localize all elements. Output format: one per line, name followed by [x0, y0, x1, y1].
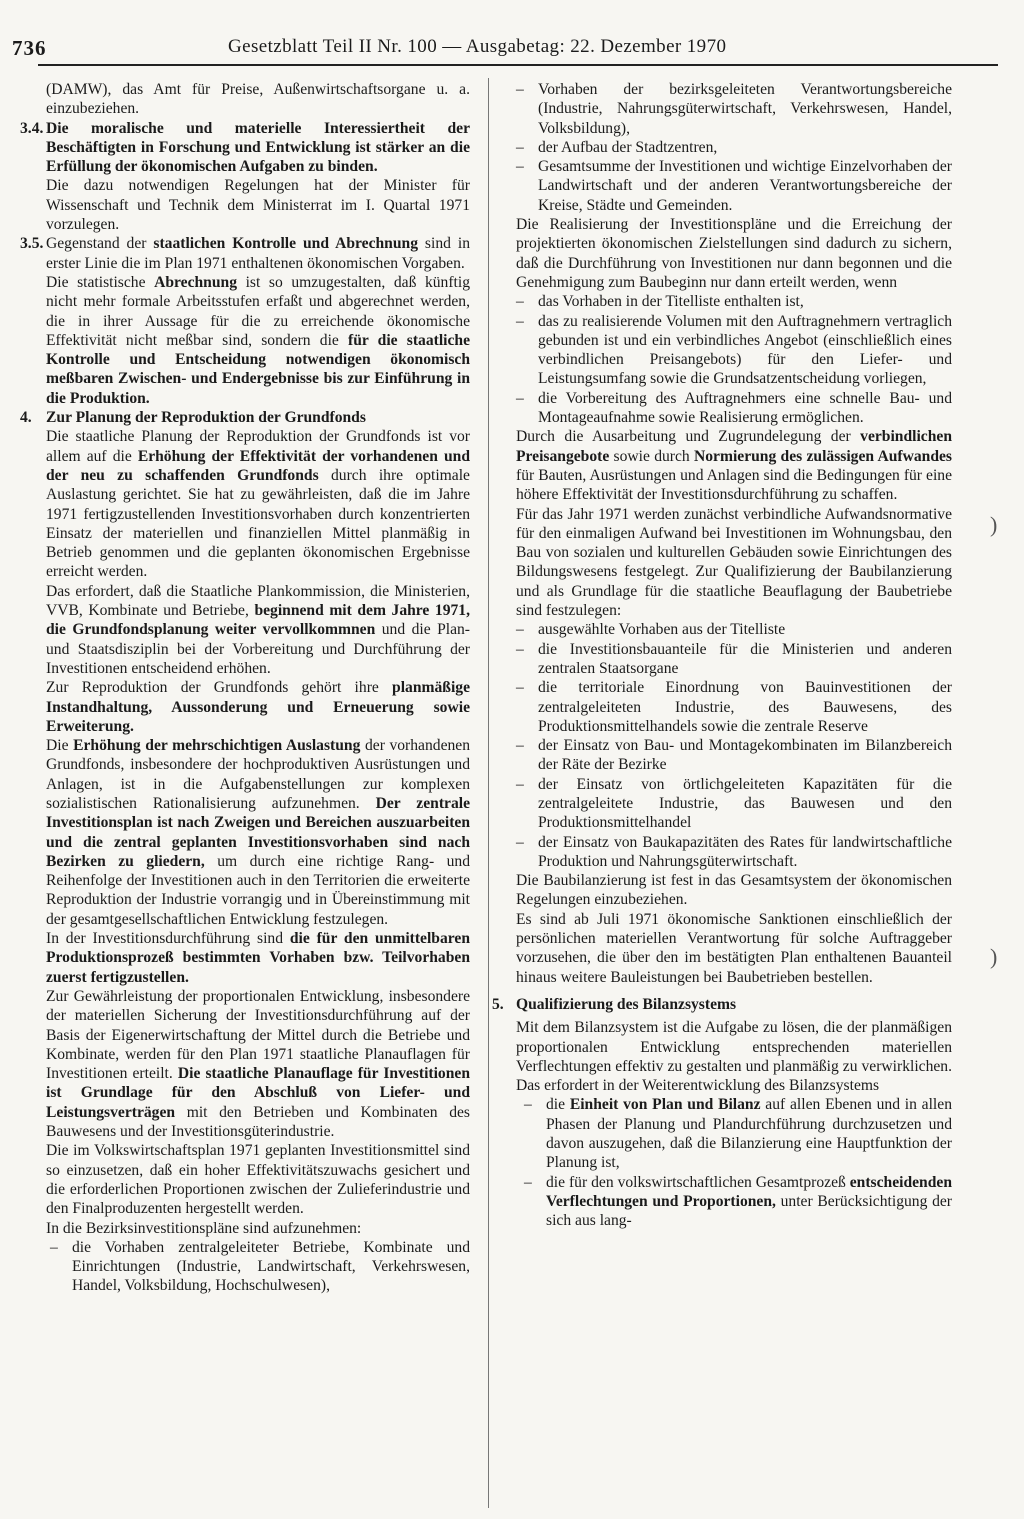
- bold-text: die für den unmittelbaren Produktionsprozeß bestimmten Vorhaben bzw. Teilvorhaben zuerst fertigzustellen.: [46, 930, 470, 986]
- header-rule: [38, 64, 998, 66]
- list-item-text: ausgewählte Vorhaben aus der Titelliste: [538, 621, 786, 639]
- bold-text: entscheidenden Verflechtungen und Proportionen,: [546, 1173, 952, 1210]
- text: sind in erster Linie die im Plan 1971 enthaltenen ökonomischen Vorgaben.: [46, 235, 470, 272]
- list-item: [512, 1095, 952, 1172]
- paragraph: In die Bezirksinvestitionspläne sind aufzunehmen:: [46, 1219, 362, 1237]
- list-item-text: Vorhaben der bezirksgeleiteten Verantwortungsbereiche (Industrie, Nahrungsgüterwirtschaft, Verkehrswesen, Handel, Volksbildung),: [538, 81, 952, 137]
- paragraph: (DAMW), das Amt für Preise, Außenwirtschaftsorgane u. a. einzubeziehen.: [46, 81, 470, 118]
- list-item-text: der Einsatz von örtlichgeleiteten Kapazitäten für die zentralgeleitete Industrie, das Bauwesen und den Produktionsmittelhandel: [538, 775, 952, 832]
- text: unter Berücksichtigung der sich aus lang-: [546, 1192, 952, 1230]
- list-item: [512, 775, 952, 833]
- text: um durch eine richtige Rang- und Reihenfolge der Investitionen auch in den Territorien die erweiterte Reproduktion der Industrie vorrangig und in Übereinstimmung mit der gesamtgesellschaftlichen Entwicklung festzulegen.: [46, 852, 471, 928]
- paragraph: Die Realisierung der Investitionspläne und die Erreichung der projektierten ökonomischen Zielstellungen sind dadurch zu sichern, daß die Durchführung von Investitionen nur dann begonnen und die Genehmigung zum Baubeginn nur dann erteilt werden, wenn: [516, 216, 952, 291]
- list-item: [512, 678, 952, 736]
- list-item: [512, 833, 952, 872]
- bold-text: Normierung des zulässigen Aufwandes: [693, 447, 952, 465]
- text: Gegenstand der: [46, 235, 154, 253]
- dash-bullet: –: [524, 1096, 532, 1114]
- paragraph: Die dazu notwendigen Regelungen hat der Minister für Wissenschaft und Technik dem Ministerrat im I. Quartal 1971 vorzulegen.: [46, 177, 470, 234]
- dash-bullet: –: [516, 621, 524, 639]
- paragraph: Mit dem Bilanzsystem ist die Aufgabe zu lösen, die der planmäßigen proportionalen Entwicklung entsprechenden materiellen Verflechtungen effektiv zu gestalten und planmäßig zu verwirklichen. Das erfordert in der Weiterentwicklung des Bilanzsystems: [516, 1019, 952, 1095]
- list-item: [512, 389, 952, 428]
- paragraph: Die im Volkswirtschaftsplan 1971 geplanten Investitionsmittel sind so einzusetzen, daß ein hoher Effektivitätszuwachs gesichert und die erforderlichen Proportionen zwischen der Zulieferindustrie und den Finalproduzenten hergestellt werden.: [46, 1142, 470, 1218]
- list-item: [512, 138, 952, 157]
- text: Die: [46, 737, 74, 755]
- list-item: [512, 157, 952, 215]
- section-number: 5.: [492, 995, 504, 1013]
- bold-text: Erhöhung der mehrschichtigen Auslastung: [73, 737, 361, 755]
- dash-bullet: –: [516, 775, 524, 793]
- bold-text: Einheit von Plan und Bilanz: [569, 1096, 761, 1114]
- list-item: [512, 640, 952, 679]
- dash-bullet: –: [516, 138, 524, 156]
- section-4: [20, 408, 470, 1238]
- text: Die staatliche Planung der Reproduktion der Grundfonds ist vor allem auf die: [46, 428, 470, 465]
- list-item-text: der Einsatz von Baukapazitäten des Rates für landwirtschaftliche Produktion und Nahrungsgüterwirtschaft.: [538, 833, 952, 870]
- text: für Bauten, Ausrüstungen und Anlagen sind die Bedingungen für eine höhere Effektivität der Investitionsdurchführung zu schaffen.: [516, 466, 952, 504]
- bold-text: Erhöhung der Effektivität der vorhandenen und der neu zu schaffenden Grundfonds: [46, 447, 470, 484]
- dash-bullet: –: [516, 81, 524, 98]
- text: durch ihre optimale Auslastung gerichtet. Sie hat zu gewährleisten, daß die im Jahre 1971 fertigzustellenden Investitionsvorhaben durch konzentrierten Einsatz der materiellen und finanziellen Mittel planmäßig in Betrieb genommen und die geplanten ökonomischen Ergebnisse erreicht werden.: [46, 466, 470, 581]
- list-item-text: der Einsatz von Bau- und Montagekombinaten im Bilanzbereich der Räte der Bezirke: [538, 737, 952, 774]
- paragraph: [512, 427, 952, 504]
- bold-text: staatlichen Kontrolle und Abrechnung: [153, 235, 418, 253]
- list-item: [512, 736, 952, 775]
- section-number: 3.5.: [20, 235, 44, 253]
- section-title: Qualifizierung des Bilanzsystems: [516, 995, 737, 1013]
- bold-text: Der zentrale Investitionsplan ist nach Zweigen und Bereichen auszuarbeiten und die zentral geplanten Investitionsvorhaben sind nach Bezirken zu gliedern,: [46, 794, 470, 870]
- list-item: [512, 312, 952, 389]
- bold-text: für die staatliche Kontrolle und Entscheidung notwendigen ökonomisch meßbaren Zwischen- und Endergebnisse bis zur Einführung in die Produktion.: [46, 331, 470, 407]
- text: und die Plan- und Staatsdisziplin bei der Vorbereitung und Durchführung der Investitionen entscheidend erhöhen.: [46, 621, 470, 677]
- text: Durch die Ausarbeitung und Zugrundelegung der: [516, 428, 861, 446]
- bold-text: planmäßige Instandhaltung, Aussonderung und Erneuerung sowie Erweiterung.: [46, 679, 470, 735]
- section-5: [492, 995, 952, 1095]
- section-title: Zur Planung der Reproduktion der Grundfonds: [46, 409, 366, 427]
- section-3-5: [20, 234, 470, 408]
- list-item: [512, 620, 952, 639]
- list-item-text: die Vorhaben zentralgeleiteter Betriebe, Kombinate und Einrichtungen (Industrie, Landwirtschaft, Verkehrswesen, Handel, Volksbildung, Hochschulwesen),: [72, 1238, 470, 1295]
- section-lead: Die moralische und materielle Interessiertheit der Beschäftigten in Forschung und Entwicklung ist stärker an die Erfüllung der ökonomischen Aufgaben zu binden.: [46, 119, 470, 176]
- text: auf allen Ebenen und in allen Phasen der Planung und Plandurchführung durchzusetzen und davon auszugehen, daß die Bilanzierung eine Hauptfunktion der Planung ist,: [546, 1096, 952, 1172]
- list-item-text: das Vorhaben in der Titelliste enthalten ist,: [538, 293, 804, 311]
- page-number: 736: [12, 36, 47, 60]
- paragraph: Für das Jahr 1971 werden zunächst verbindliche Aufwandsnormative für den einmaligen Aufwand bei Investitionen im Wohnungsbau, den Bau von sozialen und kulturellen Gebäuden sowie Einrichtungen des Bildungswesens festgelegt. Zur Qualifizierung der Baubilanzierung und als Grundlage für die staatliche Beauflagung der Baubetriebe sind festzulegen:: [516, 505, 952, 620]
- dash-bullet: –: [516, 737, 524, 755]
- list-item-text: Gesamtsumme der Investitionen und wichtige Einzelvorhaben der Landwirtschaft und der anderen Verantwortungsbereiche der Kreise, Städte und Gemeinden.: [538, 158, 952, 214]
- text: In der Investitionsdurchführung sind: [46, 930, 290, 948]
- list-item: [512, 80, 952, 138]
- list-item-text: die Vorbereitung des Auftragnehmers eine schnelle Bau- und Montageaufnahme sowie Realisierung ermöglichen.: [538, 389, 952, 427]
- punch-hole-mark: ): [990, 944, 998, 969]
- text: sowie durch: [609, 447, 694, 465]
- dash-bullet: –: [516, 312, 524, 330]
- page-header: [0, 34, 1024, 64]
- text: ist so umzugestalten, daß künftig nicht mehr formale Arbeitsstufen erfaßt und abgerechnet werden, die in ihrer Aussage für die zu erreichende ökonomische Effektivität nicht meßbar sind, sondern die: [46, 273, 470, 349]
- section-number: 3.4.: [20, 119, 44, 137]
- punch-hole-mark: ): [990, 512, 998, 537]
- dash-bullet: –: [516, 833, 524, 851]
- text: mit den Betrieben und Kombinaten des Bauwesens und der Investitionsgüterindustrie.: [46, 1103, 470, 1141]
- text: Zur Reproduktion der Grundfonds gehört ihre: [46, 679, 393, 697]
- dash-bullet: –: [50, 1238, 58, 1256]
- list-item: [512, 292, 952, 311]
- running-title: Gesetzblatt Teil II Nr. 100 — Ausgabetag: 22. Dezember 1970: [228, 36, 727, 57]
- text: Zur Gewährleistung der proportionalen Entwicklung, insbesondere der materiellen Sicherung der Investitionsdurchführung auf der Basis der Eigenerwirtschaftung der Mittel durch die Betriebe und Kombinate, werden für den Plan 1971 staatliche Planauflagen für Investitionen erteilt.: [46, 987, 470, 1083]
- text: die für den volkswirtschaftlichen Gesamtprozeß: [546, 1173, 850, 1191]
- bold-text: Die staatliche Planauflage für Investitionen ist Grundlage für den Abschluß von Liefer- und Leistungsverträgen: [46, 1065, 470, 1121]
- bold-text: beginnend mit dem Jahre 1971, die Grundfondsplanung weiter vervollkommnen: [46, 602, 470, 639]
- dash-bullet: –: [516, 158, 524, 176]
- text: Die statistische: [46, 273, 155, 291]
- dash-bullet: –: [516, 679, 524, 697]
- section-3-4: [20, 119, 470, 235]
- list-item-text: die territoriale Einordnung von Bauinvestitionen der zentralgeleiteten Industrie, des Bauwesens, des Produktionsmittelhandels sowie die zentrale Reserve: [538, 679, 952, 735]
- paragraph: Es sind ab Juli 1971 ökonomische Sanktionen einschließlich der persönlichen materiellen Verantwortung für solche Auftraggeber vorzusehen, die über den im bestätigten Plan enthaltenen Bauanteil hinaus weitere Bauleistungen bei Baubetrieben bestellen.: [516, 910, 952, 986]
- list-item-text: das zu realisierende Volumen mit den Auftragnehmern vertraglich gebunden ist und ein verbindliches Angebot (einschließlich eines verbindlichen Preisangebots) für den Liefer- und Leistungsumfang sowie die Grundsatzentscheidung vorliegen,: [538, 312, 952, 388]
- text: der vorhandenen Grundfonds, insbesondere der hochproduktiven Ausrüstungen und Anlagen, ist in die Aufgabenstellungen zur komplexen sozialistischen Rationalisierung aufzunehmen.: [46, 737, 471, 812]
- paragraph: Die Baubilanzierung ist fest in das Gesamtsystem der ökonomischen Regelungen einzubeziehen.: [516, 872, 952, 909]
- dash-bullet: –: [516, 389, 524, 407]
- dash-bullet: –: [516, 293, 524, 311]
- text: die: [546, 1096, 570, 1114]
- section-number: 4.: [20, 409, 32, 427]
- list-item-text: die Investitionsbauanteile für die Ministerien und anderen zentralen Staatsorgane: [538, 640, 952, 677]
- list-item-text: der Aufbau der Stadtzentren,: [538, 138, 718, 156]
- left-column: [20, 80, 470, 1296]
- dash-bullet: –: [516, 640, 524, 658]
- dash-bullet: –: [524, 1173, 532, 1191]
- column-divider: [488, 78, 489, 1508]
- list-item: [46, 1238, 470, 1296]
- bold-text: verbindlichen Preisangebote: [516, 428, 952, 465]
- bold-text: Abrechnung: [154, 273, 237, 291]
- list-item: [512, 1173, 952, 1231]
- right-column: [492, 80, 952, 1231]
- text: Das erfordert, daß die Staatliche Plankommission, die Ministerien, VVB, Kombinate und Betriebe,: [46, 582, 470, 620]
